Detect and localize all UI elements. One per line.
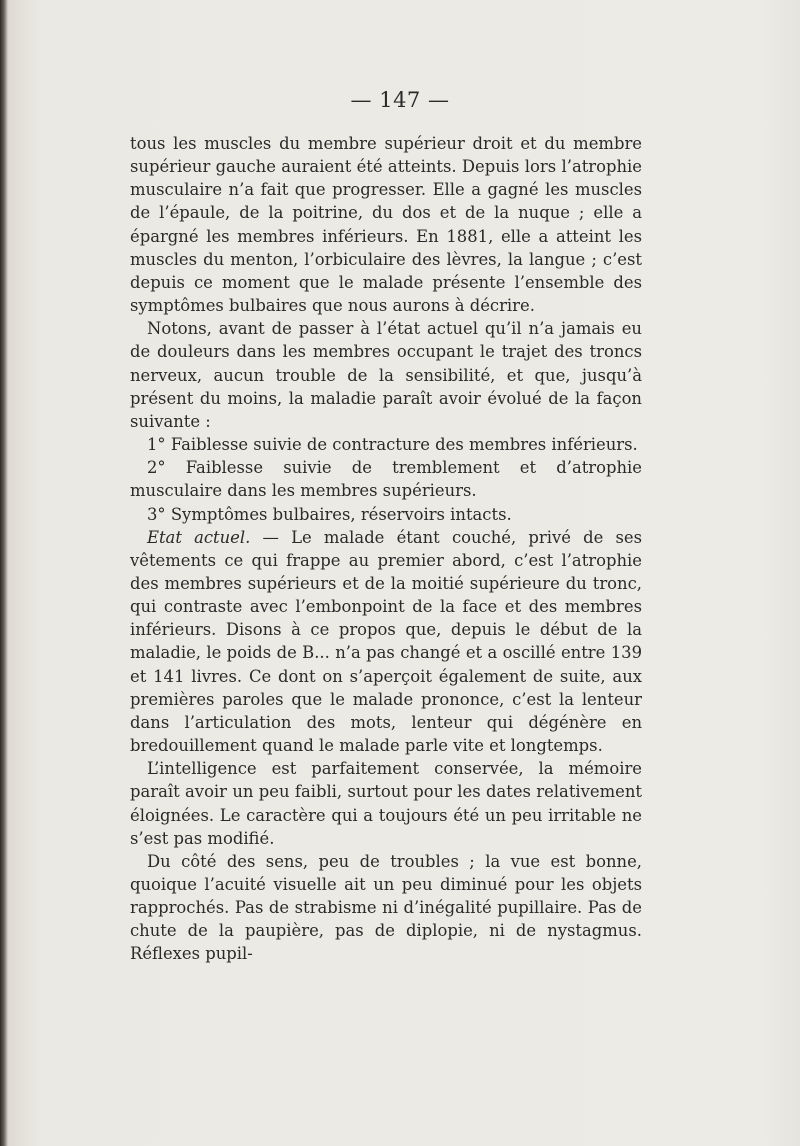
page-number: — 147 — xyxy=(350,88,450,112)
body-text xyxy=(130,132,642,966)
list-item-2: 2° Faiblesse suivie de tremblement et d’atrophie musculaire dans les membres supérieurs. xyxy=(130,458,642,501)
paragraph-sens: Du côté des sens, peu de troubles ; la vue est bonne, quoique l’acuité visuelle ait un peu diminué pour les objets rapprochés. Pas de strabisme ni d’inégalité pupillaire. Pas de chute de la paupière, pas de diplopie, ni de nystagmus. Réflexes pupil- xyxy=(130,851,642,964)
paragraph-etat-actuel xyxy=(130,526,642,758)
page-binding-edge xyxy=(0,0,8,1146)
list-item-1: 1° Faiblesse suivie de contracture des membres inférieurs. xyxy=(147,435,638,455)
paragraph-etat-actuel-text: — Le malade étant couché, privé de ses vêtements ce qui frappe au premier abord, c’est l’atrophie des membres supérieurs et de la moitié supérieure du tronc, qui contraste avec l’embonpoint de la face et des membres inférieurs. Disons à ce propos que, depuis le début de la maladie, le poids de B... n’a pas changé et a oscillé entre 139 et 141 livres. Ce dont on s’aperçoit également de suite, aux premières paroles que le malade prononce, c’est la lenteur dans l’articulation des mots, lenteur qui dégénère en bredouillement quand le malade parle vite et longtemps. xyxy=(130,527,642,756)
list-item-3: 3° Symptômes bulbaires, réservoirs intacts. xyxy=(147,504,512,524)
paragraph-notons: Notons, avant de passer à l’état actuel qu’il n’a jamais eu de douleurs dans les membres occupant le trajet des troncs nerveux, aucun trouble de la sensibilité, et que, jusqu’à présent du moins, la maladie paraît avoir évolué de la façon suivante : xyxy=(130,319,642,431)
paragraph-continuation: tous les muscles du membre supérieur droit et du membre supérieur gauche auraient été atteints. Depuis lors l’atrophie musculaire n’a fait que progresser. Elle a gagné les muscles de l’épaule, de la poitrine, du dos et de la nuque ; elle a épargné les membres inférieurs. En 1881, elle a atteint les muscles du menton, l’orbiculaire des lèvres, la langue ; c’est depuis ce moment que le malade présente l’ensemble des symptômes bulbaires que nous aurons à décrire. xyxy=(130,134,642,316)
section-heading-etat-actuel: Etat actuel. xyxy=(147,527,251,547)
paragraph-intelligence: L’intelligence est parfaitement conservée, la mémoire paraît avoir un peu faibli, surtout pour les dates relativement éloignées. Le caractère qui a toujours été un peu irritable ne s’est pas modifié. xyxy=(130,759,642,848)
